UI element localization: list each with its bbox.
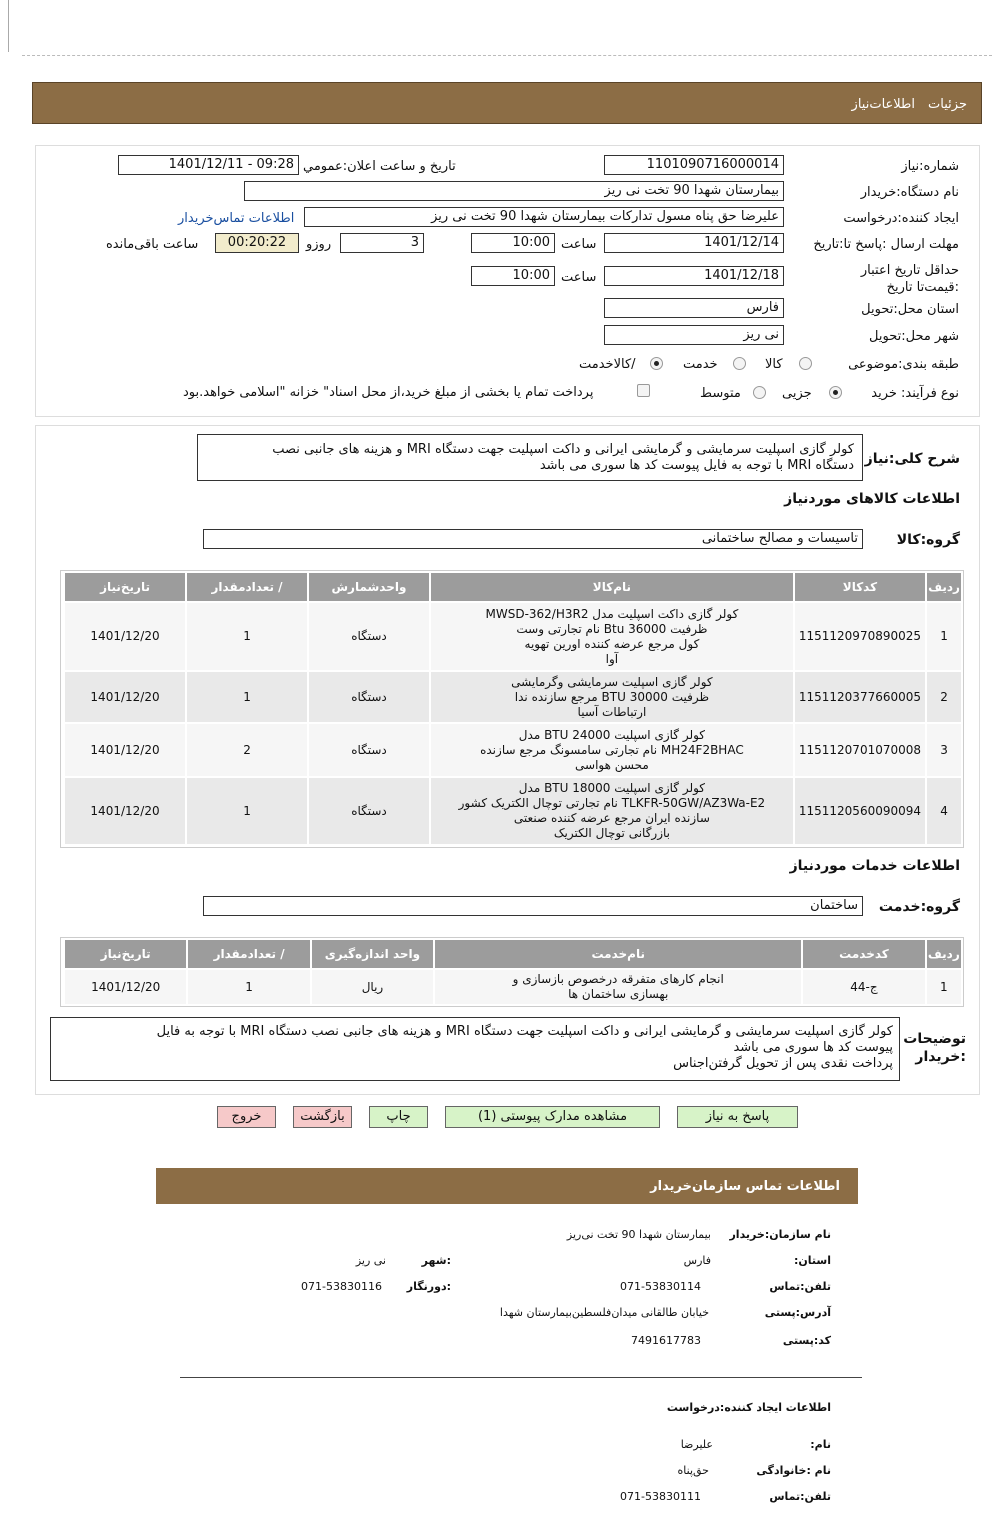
buyer-notes-line-1: کولر گازی اسپلیت سرمایشی و گرمایشی ایرانی و داکت اسپلیت جهت دستگاه MRI و هزینه های جانبی نصب دستگاه MRI با توجه به فایل xyxy=(156,1024,893,1039)
unit-cell: ریال xyxy=(312,970,433,1004)
radio-partial-label: جزیی xyxy=(782,386,812,401)
row-number-cell: 2 xyxy=(927,672,961,722)
col-qty: / تعدادمقدار xyxy=(187,573,307,601)
buyer-notes-line-3: پرداخت نقدی پس از تحویل گرفتن‌اجناس xyxy=(673,1056,893,1071)
contact-city: نی ریز xyxy=(355,1254,386,1267)
postal-value: 7491617783 xyxy=(631,1334,701,1347)
summary-label: شرح کلی:نیاز xyxy=(864,451,960,467)
row-number-cell: 1 xyxy=(927,603,961,670)
radio-medium[interactable] xyxy=(753,386,766,399)
buyer-notes-text xyxy=(50,1017,900,1081)
deadline-date-field: 1401/12/14 xyxy=(604,233,784,253)
date-cell: 1401/12/20 xyxy=(65,970,186,1004)
remaining-time: 00:20:22 xyxy=(215,233,299,253)
city-field: نی ریز xyxy=(604,325,784,345)
creator-phone: 071-53830111 xyxy=(620,1490,701,1503)
name-line: بهسازی ساختمان ها xyxy=(568,987,669,1001)
table-row xyxy=(65,672,961,722)
radio-partial[interactable] xyxy=(829,386,842,399)
date-cell: 1401/12/20 xyxy=(65,672,185,722)
deadline-time-label: ساعت xyxy=(561,237,597,252)
contact-divider xyxy=(180,1377,862,1378)
goods-table-frame xyxy=(60,570,964,848)
attachments-button[interactable]: مشاهده مدارک پیوستی (1) xyxy=(445,1106,660,1128)
name-line: کولر گازی داکت اسپلیت مدل MWSD-362/H3R2 xyxy=(485,606,739,621)
name-line: کول مرجع عرضه کننده اورین تهویه xyxy=(524,636,700,651)
back-button[interactable]: بازگشت xyxy=(293,1106,352,1128)
row-number-cell: 1 xyxy=(927,970,961,1004)
contact-province: فارس xyxy=(683,1254,711,1267)
services-table-frame xyxy=(60,937,964,1007)
date-cell: 1401/12/20 xyxy=(65,603,185,670)
unit-cell: دستگاه xyxy=(309,672,429,722)
col-name: نام‌کالا xyxy=(431,573,793,601)
deadline-label: مهلت ارسال :پاسخ تا:تاریخ xyxy=(813,237,959,252)
goods-group-field: تاسیسات و مصالح ساختمانی xyxy=(203,529,863,549)
qty-cell: 1 xyxy=(187,672,307,722)
page-header xyxy=(32,82,982,124)
name-cell xyxy=(431,724,793,776)
radio-goods-service-label: /کالاخدمت xyxy=(579,357,636,372)
row-number-cell: 4 xyxy=(927,778,961,844)
deadline-time-field: 10:00 xyxy=(471,233,555,253)
contact-title: اطلاعات تماس سازمان‌خریدار xyxy=(650,1179,840,1194)
fax-value: 071-53830116 xyxy=(301,1280,382,1293)
buyer-notes-label: توضیحات :خریدار xyxy=(903,1031,966,1065)
code-cell: ج-44 xyxy=(803,970,924,1004)
province-field: فارس xyxy=(604,298,784,318)
announce-field: 1401/12/11 - 09:28 xyxy=(118,155,299,175)
summary-line-2: دستگاه MRI با توجه به فایل پیوست کد ها سوری می باشد xyxy=(539,458,854,473)
date-cell: 1401/12/20 xyxy=(65,778,185,844)
radio-service-label: خدمت xyxy=(683,357,718,372)
col-date: تاریخ‌نیاز xyxy=(65,573,185,601)
buyer-contact-link[interactable]: اطلاعات تماس‌خریدار xyxy=(178,211,295,226)
tab-need-info[interactable]: اطلاعات‌نیاز xyxy=(851,97,915,112)
exit-button[interactable]: خروج xyxy=(217,1106,276,1128)
col-date: تاریخ‌نیاز xyxy=(65,940,186,968)
col-code: کدکالا xyxy=(795,573,925,601)
fax-label: :دورنگار xyxy=(406,1280,451,1293)
table-row xyxy=(65,778,961,844)
org-value: بیمارستان شهدا 90 تخت نی‌ریز xyxy=(566,1228,711,1241)
radio-medium-label: متوسط xyxy=(700,386,741,401)
need-no-label: شماره:نیاز xyxy=(901,159,959,174)
creator-label: ایجاد کننده:درخواست xyxy=(843,211,959,226)
org-label: نام سازمان:خریدار xyxy=(729,1228,831,1241)
validity-label: حداقل تاریخ اعتبار :قیمت‌تا تاریخ xyxy=(860,263,959,295)
contact-header xyxy=(156,1168,858,1204)
name-cell xyxy=(435,970,801,1004)
name-line: ظرفیت 36000 Btu نام تجارتی وست xyxy=(516,621,708,636)
name-line: انجام کارهای متفرقه درخصوص بازسازی و xyxy=(512,972,724,986)
address-label: آدرس:پستی xyxy=(764,1306,831,1319)
process-label: نوع فرآیند: خرید xyxy=(871,386,959,401)
creator-field: علیرضا حق پناه مسول تدارکات بیمارستان شهدا 90 تخت نی ریز xyxy=(304,207,784,227)
buyer-field: بیمارستان شهدا 90 تخت نی ریز xyxy=(244,181,784,201)
contact-phone: 071-53830114 xyxy=(620,1280,701,1293)
creator-info-title: اطلاعات ایجاد کننده:درخواست xyxy=(666,1401,831,1414)
service-group-label: گروه:خدمت xyxy=(878,899,960,915)
payment-note: پرداخت تمام یا بخشی از مبلغ خرید،از محل اسناد" خزانه "اسلامی خواهد.بود xyxy=(183,385,594,400)
unit-cell: دستگاه xyxy=(309,778,429,844)
radio-service[interactable] xyxy=(733,357,746,370)
radio-goods-service[interactable] xyxy=(650,357,663,370)
col-qty: / تعدادمقدار xyxy=(188,940,309,968)
table-row xyxy=(65,603,961,670)
summary-line-1: کولر گازی اسپلیت سرمایشی و گرمایشی ایرانی و داکت اسپلیت جهت دستگاه MRI و هزینه های جانبی نصب xyxy=(272,442,854,457)
qty-cell: 2 xyxy=(187,724,307,776)
days-field: 3 xyxy=(340,233,424,253)
table-row xyxy=(65,970,961,1004)
need-no-field: 1101090716000014 xyxy=(604,155,784,175)
days-label: روزو xyxy=(306,237,332,252)
radio-goods[interactable] xyxy=(799,357,812,370)
radio-goods-label: کالا xyxy=(765,357,783,372)
name-line: ارتباطات آسیا xyxy=(577,704,647,719)
creator-family-label: نام :خانوادگی xyxy=(756,1464,831,1477)
qty-cell: 1 xyxy=(187,603,307,670)
code-cell: 1151120560090094 xyxy=(795,778,925,844)
divider xyxy=(22,55,992,56)
payment-checkbox[interactable] xyxy=(637,384,650,397)
name-line: MH24F2BHAC نام تجارتی سامسونگ مرجع سازنده xyxy=(480,742,744,757)
creator-family: حق‌پناه xyxy=(677,1464,709,1477)
frame-line xyxy=(8,0,9,52)
name-line: کولر گازی اسپلیت 18000 BTU مدل xyxy=(518,781,706,795)
buyer-notes-line-2: پیوست کد ها سوری می باشد xyxy=(733,1040,893,1055)
row-number-cell: 3 xyxy=(927,724,961,776)
category-label: طبقه بندی:موضوعی xyxy=(848,357,959,372)
summary-text xyxy=(197,434,863,481)
name-line: محسن هواسی xyxy=(575,757,649,772)
col-name: نام‌خدمت xyxy=(435,940,801,968)
tab-details[interactable]: جزئیات xyxy=(928,97,967,112)
print-button[interactable]: چاپ xyxy=(369,1106,428,1128)
creator-name: علیرضا xyxy=(680,1438,713,1451)
name-line: کولر گازی اسپلیت 24000 BTU مدل xyxy=(518,727,706,742)
name-line: بازرگانی توچال الکتریک xyxy=(553,826,671,840)
date-cell: 1401/12/20 xyxy=(65,724,185,776)
name-line: سازنده ایران مرجع عرضه کننده صنعتی xyxy=(513,811,710,825)
goods-title: اطلاعات کالاهای موردنیاز xyxy=(784,491,960,507)
col-row: ردیف xyxy=(927,940,961,968)
validity-time-field: 10:00 xyxy=(471,266,555,286)
contact-city-label: :شهر xyxy=(421,1254,451,1267)
services-title: اطلاعات خدمات موردنیاز xyxy=(789,858,960,874)
col-row: ردیف xyxy=(927,573,961,601)
goods-group-label: گروه:کالا xyxy=(896,532,960,548)
col-unit: واحدشمارش xyxy=(309,573,429,601)
name-cell xyxy=(431,603,793,670)
qty-cell: 1 xyxy=(187,778,307,844)
unit-cell: دستگاه xyxy=(309,603,429,670)
unit-cell: دستگاه xyxy=(309,724,429,776)
name-cell xyxy=(431,672,793,722)
address-value: خیابان طالقانی میدان‌فلسطین‌بیمارستان شهدا xyxy=(499,1306,709,1319)
services-table xyxy=(63,938,963,1006)
code-cell: 1151120701070008 xyxy=(795,724,925,776)
name-line: ظرفیت 30000 BTU مرجع سازنده ندا xyxy=(514,689,710,704)
announce-label: تاریخ و ساعت اعلان:عمومي xyxy=(303,159,456,174)
goods-table xyxy=(63,571,963,846)
name-line: آوا xyxy=(605,651,619,666)
reply-button[interactable]: پاسخ به نیاز xyxy=(677,1106,798,1128)
col-unit: واحد اندازه‌گیری xyxy=(312,940,433,968)
col-code: کدخدمت xyxy=(803,940,924,968)
contact-province-label: استان: xyxy=(794,1254,831,1267)
creator-phone-label: تلفن:تماس xyxy=(769,1490,831,1503)
table-row xyxy=(65,724,961,776)
qty-cell: 1 xyxy=(188,970,309,1004)
validity-date-field: 1401/12/18 xyxy=(604,266,784,286)
postal-label: کد:پستی xyxy=(782,1334,831,1347)
creator-name-label: نام: xyxy=(810,1438,831,1451)
code-cell: 1151120970890025 xyxy=(795,603,925,670)
name-line: کولر گازی اسپلیت سرمایشی وگرمایشی xyxy=(511,674,713,689)
service-group-field: ساختمان xyxy=(203,896,863,916)
remaining-label: ساعت باقی‌مانده xyxy=(106,237,199,252)
contact-phone-label: تلفن:تماس xyxy=(769,1280,831,1293)
name-line: TLKFR-50GW/AZ3Wa-E2 نام تجارتی توچال الکتریک کشور xyxy=(458,796,766,810)
name-cell xyxy=(431,778,793,844)
code-cell: 1151120377660005 xyxy=(795,672,925,722)
buyer-label: نام دستگاه:خریدار xyxy=(860,185,959,200)
province-label: استان محل:تحویل xyxy=(861,302,959,317)
validity-time-label: ساعت xyxy=(561,270,597,285)
city-label: شهر محل:تحویل xyxy=(869,329,959,344)
